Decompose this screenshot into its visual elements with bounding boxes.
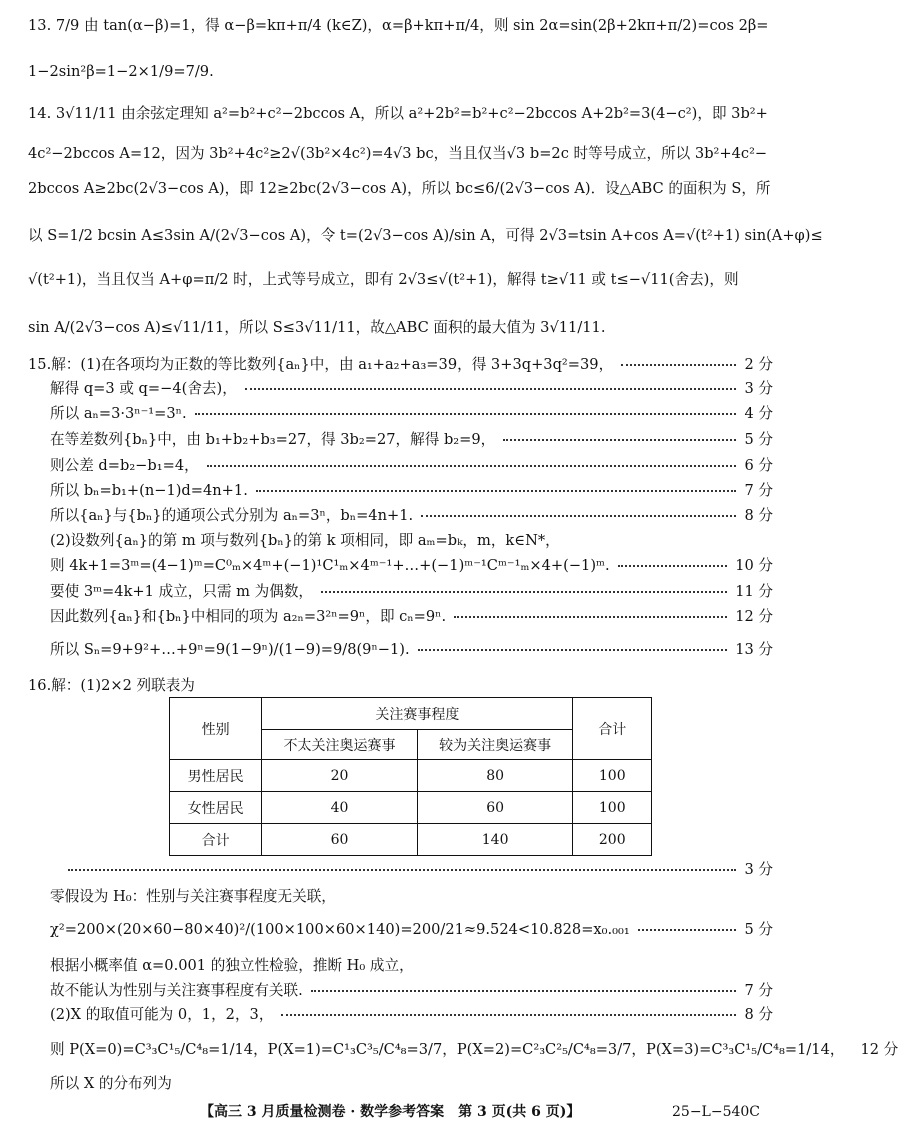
table-cell: 60: [417, 792, 573, 824]
dotted-leader: [311, 978, 737, 992]
table-row-label: 男性居民: [170, 760, 262, 792]
q15-line-11: 因此数列{aₙ}和{bₙ}中相同的项为 a₂ₙ=3²ⁿ=9ⁿ，即 cₙ=9ⁿ. 12 分: [50, 603, 773, 631]
footer-code: 25−L−540C: [672, 1104, 761, 1120]
table-subheader: 不太关注奥运赛事: [262, 730, 418, 760]
q16-line-distribution: 所以 X 的分布列为: [50, 1075, 172, 1092]
q15-line-2: 解得 q=3 或 q=−4(舍去)， 3 分: [50, 375, 773, 403]
q16-line-h0: 零假设为 H₀：性别与关注赛事程度无关联，: [50, 888, 336, 905]
table-cell: 40: [262, 792, 418, 824]
footer-title: 【高三 3 月质量检测卷 · 数学参考答案 第 3 页(共 6 页)】: [200, 1104, 581, 1120]
table-cell: 100: [573, 792, 652, 824]
table-row: [170, 760, 652, 792]
q15-line-6: 所以 bₙ=b₁+(n−1)d=4n+1. 7 分: [50, 477, 773, 505]
table-cell: 20: [262, 760, 418, 792]
q16-line-probabilities: 则 P(X=0)=C³₃C¹₅/C⁴₈=1/14，P(X=1)=C¹₃C³₅/C⁴₈=3/7，P(X=2)=C²₃C²₅/C⁴₈=3/7，P(X=3)=C³₃C¹₅/C⁴₈=1/14， 12 分: [50, 1041, 898, 1058]
q15-line-10: 要使 3ᵐ=4k+1 成立，只需 m 为偶数， 11 分: [50, 578, 773, 606]
table-cell: 140: [417, 824, 573, 856]
table-header-group: 关注赛事程度: [262, 698, 573, 730]
table-cell: 100: [573, 760, 652, 792]
dotted-leader: [503, 427, 736, 441]
q16-intro: 16.解：(1)2×2 列联表为: [28, 677, 195, 694]
table-header-gender: 性别: [170, 698, 262, 760]
table-row-label: 合计: [170, 824, 262, 856]
dotted-leader: [418, 637, 728, 651]
q16-line-values: (2)X 的取值可能为 0，1，2，3， 8 分: [50, 1001, 773, 1029]
q14-line-3: 2bccos A≥2bc(2√3−cos A)，即 12≥2bc(2√3−cos A)，所以 bc≤6/(2√3−cos A)．设△ABC 的面积为 S，所: [28, 180, 771, 197]
q16-line-conclusion: 故不能认为性别与关注赛事程度有关联. 7 分: [50, 977, 773, 1005]
table-row-label: 女性居民: [170, 792, 262, 824]
dotted-leader: [421, 503, 736, 517]
q15-line-7: 所以{aₙ}与{bₙ}的通项公式分别为 aₙ=3ⁿ，bₙ=4n+1. 8 分: [50, 502, 773, 530]
q16-line-chi2: χ²=200×(20×60−80×40)²/(100×100×60×140)=200/21≈9.524<10.828=x₀.₀₀₁ 5 分: [50, 916, 773, 944]
q13-line-1: 13. 7/9 由 tan(α−β)=1，得 α−β=kπ+π/4 (k∈Z)，α=β+kπ+π/4，则 sin 2α=sin(2β+2kπ+π/2)=cos 2β=: [28, 17, 769, 34]
dotted-leader: [638, 917, 737, 931]
q14-line-5: √(t²+1)，当且仅当 A+φ=π/2 时，上式等号成立，即有 2√3≤√(t²+1)，解得 t≥√11 或 t≤−√11(舍去)，则: [28, 271, 739, 288]
table-cell: 60: [262, 824, 418, 856]
dotted-leader: [454, 604, 727, 618]
dotted-leader: [281, 1002, 736, 1016]
dotted-leader: [195, 401, 737, 415]
q16-line-after-table: 3 分: [60, 856, 773, 884]
q13-line-2: 1−2sin²β=1−2×1/9=7/9.: [28, 63, 214, 80]
q14-line-1: 14. 3√11/11 由余弦定理知 a²=b²+c²−2bccos A，所以 a²+2b²=b²+c²−2bccos A+2b²=3(4−c²)，即 3b²+: [28, 105, 768, 122]
q14-line-2: 4c²−2bccos A=12，因为 3b²+4c²≥2√(3b²×4c²)=4√3 bc，当且仅当√3 b=2c 时等号成立，所以 3b²+4c²−: [28, 145, 768, 162]
dotted-leader: [618, 553, 728, 567]
contingency-table: [169, 697, 652, 856]
dotted-leader: [256, 478, 737, 492]
q15-line-8: (2)设数列{aₙ}的第 m 项与数列{bₙ}的第 k 项相同，即 aₘ=bₖ，m，k∈N*，: [50, 532, 560, 549]
q15-line-4: 在等差数列{bₙ}中，由 b₁+b₂+b₃=27，得 3b₂=27，解得 b₂=9， 5 分: [50, 426, 773, 454]
q15-line-9: 则 4k+1=3ᵐ=(4−1)ᵐ=C⁰ₘ×4ᵐ+(−1)¹C¹ₘ×4ᵐ⁻¹+…+(−1)ᵐ⁻¹Cᵐ⁻¹ₘ×4+(−1)ᵐ. 10 分: [50, 552, 773, 580]
table-header-total: 合计: [573, 698, 652, 760]
table-subheader: 较为关注奥运赛事: [417, 730, 573, 760]
q15-line-3: 所以 aₙ=3·3ⁿ⁻¹=3ⁿ. 4 分: [50, 400, 773, 428]
q15-line-1: 15.解：(1)在各项均为正数的等比数列{aₙ}中，由 a₁+a₂+a₃=39，得 3+3q+3q²=39， 2 分: [28, 351, 773, 379]
q14-line-6: sin A/(2√3−cos A)≤√11/11，所以 S≤3√11/11，故△ABC 面积的最大值为 3√11/11.: [28, 319, 606, 336]
table-row: [170, 792, 652, 824]
q15-line-5: 则公差 d=b₂−b₁=4， 6 分: [50, 452, 773, 480]
table-cell: 200: [573, 824, 652, 856]
table-cell: 80: [417, 760, 573, 792]
page-footer: [0, 1098, 800, 1126]
q14-line-4: 以 S=1/2 bcsin A≤3sin A/(2√3−cos A)，令 t=(2√3−cos A)/sin A，可得 2√3=tsin A+cos A=√(t²+1) sin(A+φ)≤: [28, 227, 823, 244]
dotted-leader: [68, 857, 736, 871]
dotted-leader: [207, 453, 737, 467]
table-row: [170, 824, 652, 856]
dotted-leader: [245, 376, 737, 390]
dotted-leader: [621, 352, 736, 366]
dotted-leader: [321, 579, 727, 593]
q15-line-12: 所以 Sₙ=9+9²+…+9ⁿ=9(1−9ⁿ)/(1−9)=9/8(9ⁿ−1). 13 分: [50, 636, 773, 664]
q16-line-test: 根据小概率值 α=0.001 的独立性检验，推断 H₀ 成立，: [50, 957, 414, 974]
